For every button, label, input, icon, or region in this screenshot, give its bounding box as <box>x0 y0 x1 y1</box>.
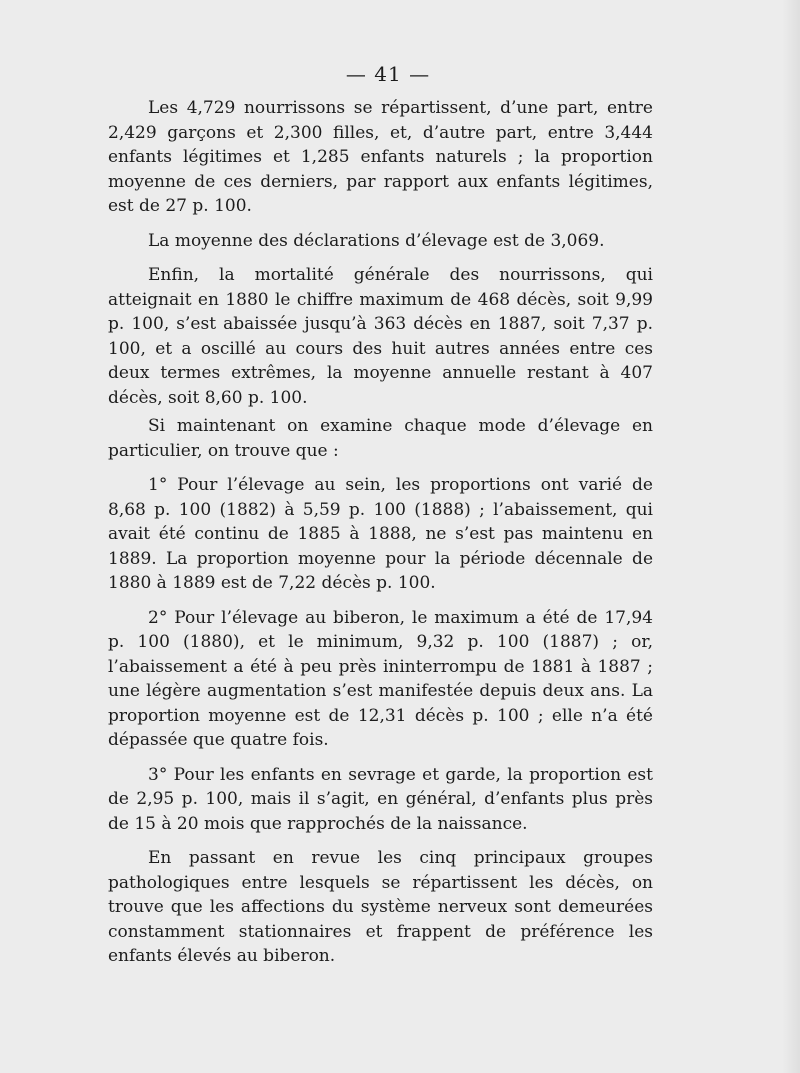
paragraph-moyenne-declarations: La moyenne des déclarations d’élevage est de 3,069. <box>148 230 605 251</box>
paragraph-mode-elevage-intro: Si maintenant on examine chaque mode d’élevage en particulier, on trouve que : <box>108 416 653 461</box>
paragraph-sevrage-garde: 3° Pour les enfants en sevrage et garde, la proportion est de 2,95 p. 100, mais il s’agit, en général, d’enfants plus près de 15 à 20 mois que rapprochés de la naissance. <box>108 764 653 834</box>
page-edge-shadow <box>782 0 800 1073</box>
paragraph-mortalite-generale: Enfin, la mortalité générale des nourrissons, qui atteignait en 1880 le chiffre maximum de 468 décès, soit 9,99 p. 100, s’est abaissée jusqu’à 363 décès en 1887, soit 7,37 p. 100, et a oscillé au cours des huit autres années entre ces deux termes extrêmes, la moyenne annuelle restant à 407 décès, soit 8,60 p. 100. <box>108 265 653 408</box>
paragraph-groupes-pathologiques: En passant en revue les cinq principaux groupes pathologiques entre lesquels se répartissent les décès, on trouve que les affections du système nerveux sont demeurées constamment stationnaires et frappent de préférence les enfants élevés au biberon. <box>108 848 653 966</box>
paragraph-nourrissons-repartition: Les 4,729 nourrissons se répartissent, d’une part, entre 2,429 garçons et 2,300 filles, et, d’autre part, entre 3,444 enfants légitimes et 1,285 enfants naturels ; la proportion moyenne de ces derniers, par rapport aux enfants légitimes, est de 27 p. 100. <box>108 98 653 216</box>
paragraph-elevage-biberon: 2° Pour l’élevage au biberon, le maximum a été de 17,94 p. 100 (1880), et le minimum, 9,32 p. 100 (1887) ; or, l’abaissement a été à peu près ininterrompu de 1881 à 1887 ; une légère augmentation s’est manifestée depuis deux ans. La proportion moyenne est de 12,31 décès p. 100 ; elle n’a été dépassée que quatre fois. <box>108 607 653 750</box>
body-text <box>108 96 653 969</box>
paragraph-elevage-sein: 1° Pour l’élevage au sein, les proportions ont varié de 8,68 p. 100 (1882) à 5,59 p. 100 (1888) ; l’abaissement, qui avait été continu de 1885 à 1888, ne s’est pas maintenu en 1889. La proportion moyenne pour la période décennale de 1880 à 1889 est de 7,22 décès p. 100. <box>108 475 653 593</box>
page-number: — 41 — <box>345 62 431 86</box>
